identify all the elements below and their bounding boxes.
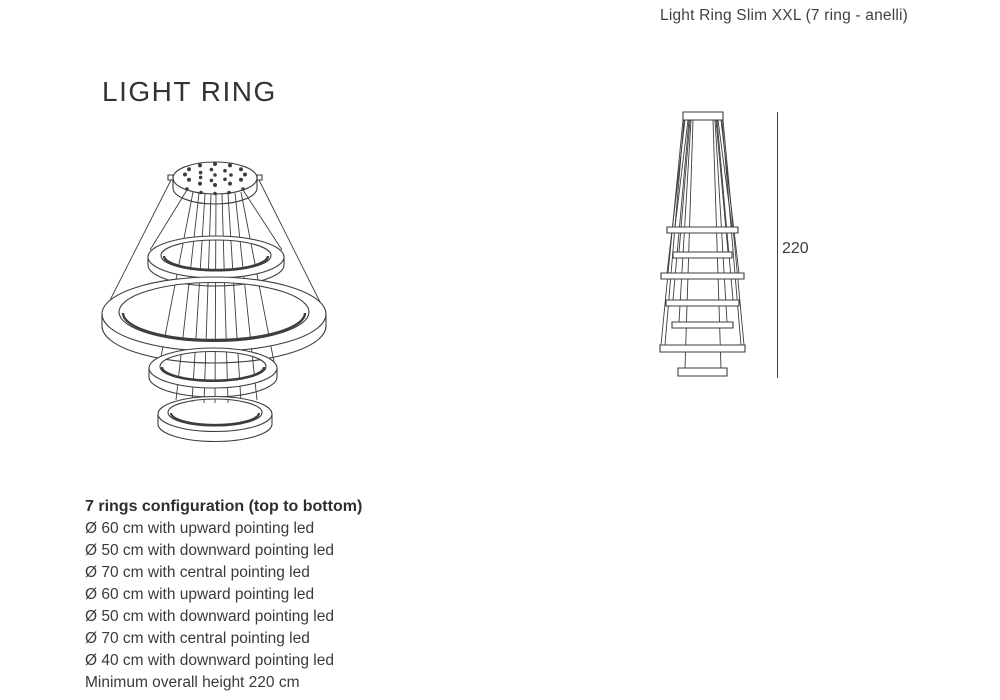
side-bar-40cm <box>678 368 727 376</box>
dimension-label: 220 <box>782 240 809 257</box>
perspective-drawing <box>88 148 343 463</box>
side-canopy <box>683 112 723 120</box>
specs-footer: Minimum overall height 220 cm <box>85 674 300 691</box>
side-bar-60cm-2 <box>666 300 739 306</box>
ring-spec-5: Ø 50 cm with downward pointing led <box>85 608 334 625</box>
canopy-left-tab <box>168 175 173 180</box>
specs-heading: 7 rings configuration (top to bottom) <box>85 498 363 515</box>
canopy-right-tab <box>257 175 262 180</box>
ring-spec-6: Ø 70 cm with central pointing led <box>85 630 310 647</box>
side-suspension-cables <box>661 120 744 368</box>
ring-spec-2: Ø 50 cm with downward pointing led <box>85 542 334 559</box>
ring-spec-7: Ø 40 cm with downward pointing led <box>85 652 334 669</box>
side-elevation-drawing <box>648 104 758 384</box>
ring-50cm <box>149 348 277 397</box>
side-bar-60cm-1 <box>667 227 738 233</box>
ring-spec-1: Ø 60 cm with upward pointing led <box>85 520 315 537</box>
side-bar-50cm-1 <box>673 252 732 258</box>
perspective-drawing-svg <box>88 148 343 463</box>
side-bar-50cm-2 <box>672 322 733 328</box>
ring-spec-4: Ø 60 cm with upward pointing led <box>85 586 315 603</box>
side-bar-70cm-1 <box>661 273 744 279</box>
side-bar-70cm-2 <box>660 345 745 352</box>
ring-40cm-bottom <box>158 397 272 442</box>
ring-spec-3: Ø 70 cm with central pointing led <box>85 564 310 581</box>
side-elevation-svg <box>648 104 758 384</box>
product-variant-label: Light Ring Slim XXL (7 ring - anelli) <box>660 7 909 24</box>
page-title: LIGHT RING <box>102 76 277 107</box>
specs-block <box>85 496 362 694</box>
dimension-line <box>777 112 778 378</box>
